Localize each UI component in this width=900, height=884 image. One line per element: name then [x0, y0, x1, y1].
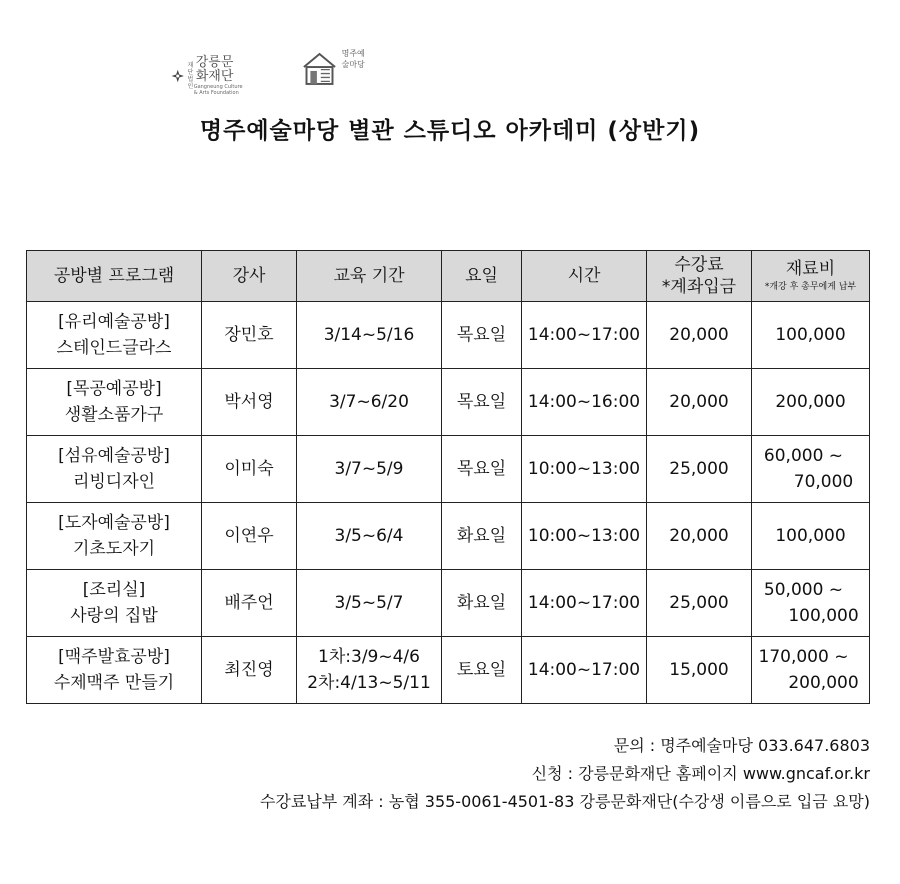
instructor-cell: 이연우: [202, 503, 297, 570]
time-cell: 14:00~17:00: [522, 302, 647, 369]
instructor-cell: 장민호: [202, 302, 297, 369]
program-cell: [27, 302, 202, 369]
material-cell: [752, 637, 870, 704]
material-value: 200,000: [775, 392, 846, 412]
material-line-1: 170,000 ~: [758, 647, 849, 667]
foundation-prefix: 재단 법인: [187, 62, 194, 90]
table-row: [27, 637, 870, 704]
header-material: [752, 251, 870, 302]
foundation-eng-name: Gangneung Culture & Arts Foundation: [193, 84, 243, 96]
material-cell: [752, 503, 870, 570]
venue-logo: [300, 42, 372, 96]
header-period: 교육 기간: [297, 251, 442, 302]
period-line-1: 3/14~5/16: [323, 325, 415, 345]
header-fee-note: *계좌입금: [661, 277, 737, 297]
table-header-row: [27, 251, 870, 302]
time-cell: 14:00~17:00: [522, 570, 647, 637]
material-cell: [752, 570, 870, 637]
material-line-1: 60,000 ~: [763, 446, 844, 466]
material-line-1: 50,000 ~: [763, 580, 844, 600]
foundation-emblem-icon: [170, 61, 186, 91]
footer-account: 수강료납부 계좌 : 농협 355-0061-4501-83 강릉문화재단(수강생 이름으로 입금 요망): [259, 792, 870, 811]
header-fee-label: 수강료: [674, 255, 724, 275]
program-cell: [27, 369, 202, 436]
fee-cell: 20,000: [647, 503, 752, 570]
program-workshop: [섬유예술공방]: [58, 446, 170, 466]
time-cell: 10:00~13:00: [522, 436, 647, 503]
material-line-2: 100,000: [788, 606, 859, 626]
instructor-cell: 최진영: [202, 637, 297, 704]
table-row: [27, 369, 870, 436]
foundation-name: 강릉문화재단: [195, 55, 234, 84]
header-time: 시간: [522, 251, 647, 302]
day-cell: 목요일: [442, 369, 522, 436]
day-cell: 토요일: [442, 637, 522, 704]
program-workshop: [도자예술공방]: [58, 513, 170, 533]
time-cell: 14:00~16:00: [522, 369, 647, 436]
day-cell: 목요일: [442, 302, 522, 369]
instructor-cell: 이미숙: [202, 436, 297, 503]
material-value: 100,000: [775, 526, 846, 546]
program-workshop: [맥주발효공방]: [58, 647, 170, 667]
footer-apply: 신청 : 강릉문화재단 홈페이지 www.gncaf.or.kr: [531, 764, 870, 783]
table-row: [27, 302, 870, 369]
program-cell: [27, 503, 202, 570]
program-cell: [27, 570, 202, 637]
footer-info: [260, 732, 870, 816]
page-title: 명주예술마당 별관 스튜디오 아카데미 (상반기): [199, 118, 701, 144]
material-line-2: 200,000: [788, 673, 859, 693]
period-line-1: 3/5~5/7: [334, 593, 404, 613]
fee-cell: 20,000: [647, 302, 752, 369]
program-table: [26, 250, 870, 704]
fee-cell: 25,000: [647, 570, 752, 637]
header-program: 공방별 프로그램: [27, 251, 202, 302]
fee-cell: 15,000: [647, 637, 752, 704]
header-material-label: 재료비: [785, 259, 836, 279]
day-cell: 화요일: [442, 570, 522, 637]
foundation-logo: [170, 56, 243, 96]
header-day: 요일: [442, 251, 522, 302]
day-cell: 목요일: [442, 436, 522, 503]
material-cell: [752, 302, 870, 369]
period-line-1: 3/7~5/9: [334, 459, 404, 479]
program-title: 리빙디자인: [72, 472, 156, 492]
material-cell: [752, 436, 870, 503]
fee-cell: 25,000: [647, 436, 752, 503]
footer-inquiry: 문의 : 명주예술마당 033.647.6803: [613, 736, 870, 755]
header-fee: [647, 251, 752, 302]
period-line-1: 3/7~6/20: [329, 392, 409, 412]
program-workshop: [목공예공방]: [66, 379, 162, 399]
period-cell: [297, 302, 442, 369]
instructor-cell: 박서영: [202, 369, 297, 436]
program-cell: [27, 637, 202, 704]
program-title: 수제맥주 만들기: [53, 673, 175, 693]
period-cell: [297, 570, 442, 637]
venue-house-icon: [300, 42, 342, 96]
instructor-cell: 배주언: [202, 570, 297, 637]
program-title: 사랑의 집밥: [70, 606, 158, 626]
program-title: 생활소품가구: [64, 405, 164, 425]
program-workshop: [유리예술공방]: [58, 312, 170, 332]
material-value: 100,000: [775, 325, 846, 345]
material-cell: [752, 369, 870, 436]
time-cell: 14:00~17:00: [522, 637, 647, 704]
header-material-note: *개강 후 총무에게 납부: [764, 282, 857, 292]
header-instructor: 강사: [202, 251, 297, 302]
program-workshop: [조리실]: [82, 580, 146, 600]
program-title: 스테인드글라스: [56, 338, 172, 358]
material-line-2: 70,000: [793, 472, 854, 492]
venue-name: 명주예술마당: [341, 49, 365, 69]
period-cell: [297, 436, 442, 503]
table-row: [27, 436, 870, 503]
program-cell: [27, 436, 202, 503]
period-cell: [297, 369, 442, 436]
time-cell: 10:00~13:00: [522, 503, 647, 570]
table-row: [27, 503, 870, 570]
fee-cell: 20,000: [647, 369, 752, 436]
day-cell: 화요일: [442, 503, 522, 570]
period-line-1: 3/5~6/4: [334, 526, 404, 546]
period-line-2: 2차:4/13~5/11: [307, 673, 431, 693]
period-cell: [297, 503, 442, 570]
table-row: [27, 570, 870, 637]
program-title: 기초도자기: [72, 539, 156, 559]
period-line-1: 1차:3/9~4/6: [318, 647, 420, 667]
period-cell: [297, 637, 442, 704]
